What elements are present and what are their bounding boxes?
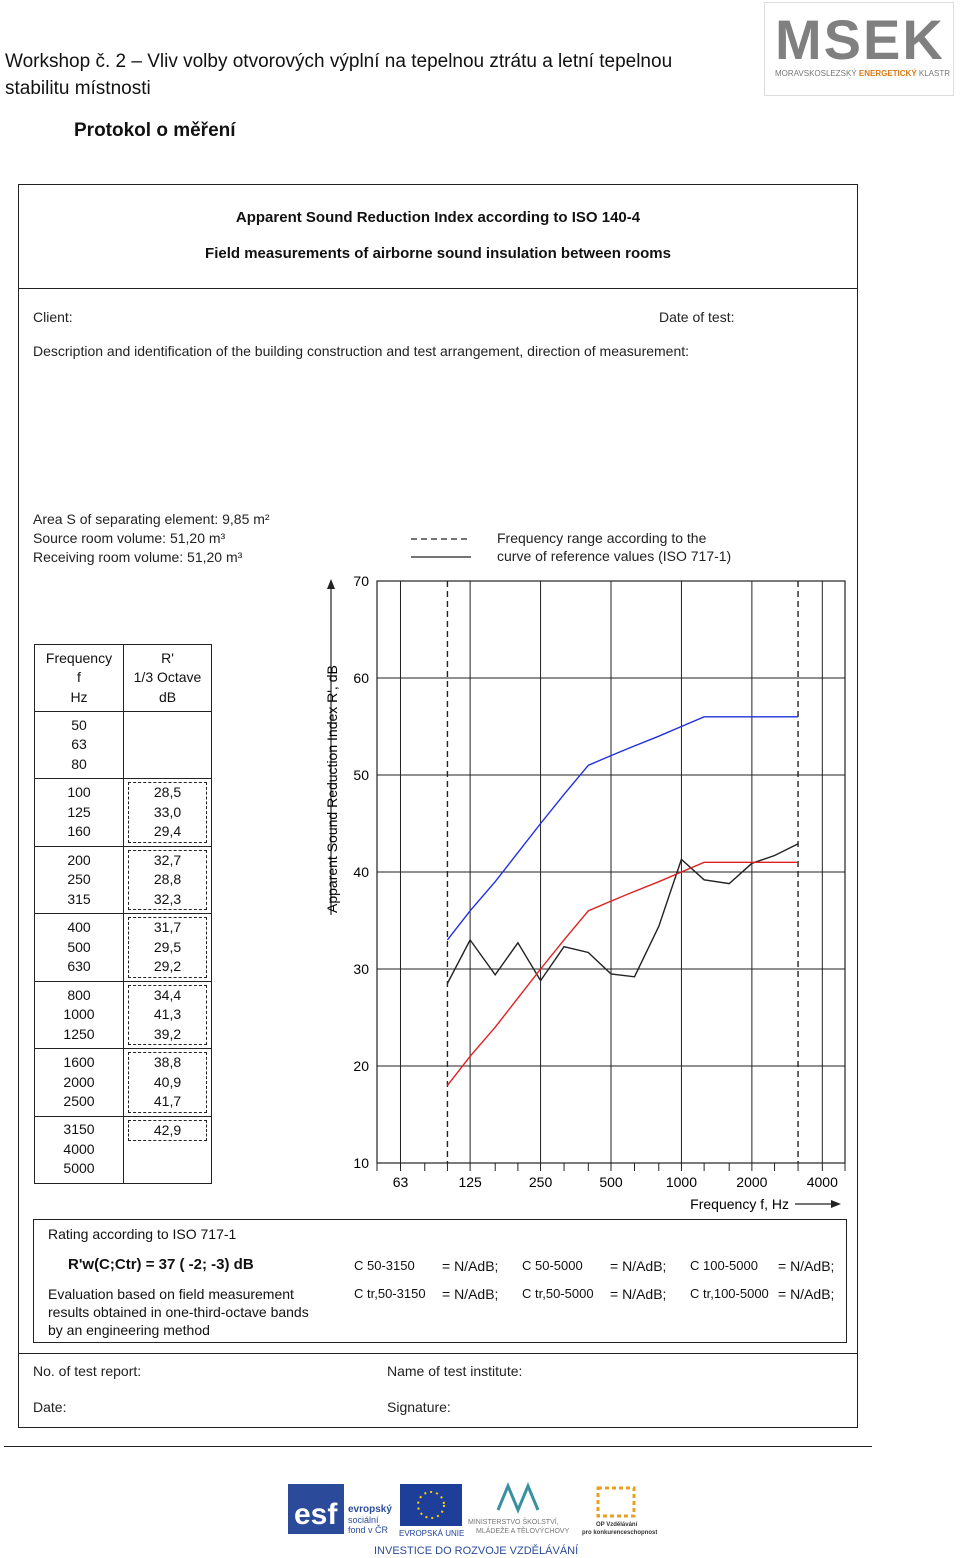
- ctr-50-3150: C tr,50-3150: [354, 1286, 426, 1301]
- eval-line-2: results obtained in one-third-octave bands: [48, 1304, 309, 1320]
- y-tick-label: 30: [353, 961, 369, 977]
- table-row: 50 63 80: [35, 712, 212, 779]
- svg-text:EVROPSKÁ UNIE: EVROPSKÁ UNIE: [399, 1529, 465, 1538]
- table-row: 200 250 315 32,7 28,8 32,3: [35, 846, 212, 914]
- signature-label: Signature:: [387, 1399, 451, 1415]
- y-tick-label: 70: [353, 575, 369, 589]
- op-vk-logo: [582, 1488, 657, 1536]
- ctr-50-5000: C tr,50-5000: [522, 1286, 594, 1301]
- y-tick-label: 60: [353, 670, 369, 686]
- legend-text-1: Frequency range according to the: [497, 530, 707, 546]
- rating-box: [33, 1219, 847, 1343]
- report-title: Apparent Sound Reduction Index according to ISO 140-4: [235, 209, 641, 226]
- series-line-2: [447, 717, 798, 940]
- description-label: Description and identification of the building construction and test arrangement, direction of measurement:: [33, 343, 690, 359]
- report-subtitle: Field measurements of airborne sound insulation between rooms: [205, 245, 671, 262]
- page-subtitle: Protokol o měření: [74, 120, 236, 141]
- eval-line-1: Evaluation based on field measurement: [48, 1286, 294, 1302]
- c-100-5000: C 100-5000: [690, 1258, 758, 1273]
- y-tick-label: 50: [353, 767, 369, 783]
- ctr-50-3150-value: = N/AdB;: [442, 1286, 499, 1302]
- c-50-3150: C 50-3150: [354, 1258, 415, 1273]
- c-50-5000-value: = N/AdB;: [610, 1258, 667, 1274]
- svg-text:sociální: sociální: [348, 1515, 379, 1525]
- y-tick-label: 10: [353, 1155, 369, 1171]
- y-tick-label: 20: [353, 1058, 369, 1074]
- svg-text:evropský: evropský: [348, 1504, 392, 1515]
- sound-reduction-chart: [289, 575, 859, 1225]
- y-tick-label: 40: [353, 864, 369, 880]
- x-axis-arrow-head: [831, 1200, 841, 1208]
- logo-main-text: MSEK: [775, 8, 945, 71]
- x-tick-label: 1000: [665, 1174, 698, 1190]
- svg-text:MLÁDEŽE A TĚLOVÝCHOVY: MLÁDEŽE A TĚLOVÝCHOVY: [476, 1528, 570, 1535]
- series-line-0: [447, 844, 798, 984]
- page-header-title: Workshop č. 2 – Vliv volby otvorových výplní na tepelnou ztrátu a letní tepelnou stabilitu místnosti: [5, 51, 673, 99]
- legend-lines: [409, 533, 479, 563]
- frequency-header: Frequency f Hz: [35, 645, 124, 712]
- esf-logo: [288, 1484, 392, 1535]
- divider: [19, 288, 857, 289]
- x-tick-label: 63: [392, 1174, 409, 1190]
- rating-title: Rating according to ISO 717-1: [48, 1226, 237, 1242]
- date-label: Date:: [33, 1399, 67, 1415]
- svg-text:pro konkurenceschopnost: pro konkurenceschopnost: [582, 1530, 658, 1536]
- eval-line-3: by an engineering method: [48, 1322, 210, 1338]
- c-50-3150-value: = N/AdB;: [442, 1258, 499, 1274]
- logo-sub-text: MORAVSKOSLEZSKÝ ENERGETICKÝ KLASTR: [775, 69, 951, 78]
- eu-flag-logo: [399, 1484, 464, 1538]
- frequency-table: [34, 644, 212, 1184]
- date-of-test-label: Date of test:: [659, 309, 735, 325]
- svg-text:OP Vzdělávání: OP Vzdělávání: [596, 1522, 638, 1528]
- y-axis-arrow-head: [327, 579, 335, 589]
- y-axis-label: Apparent Sound Reduction Index R', dB: [324, 665, 340, 913]
- funding-logos: [286, 1478, 666, 1558]
- svg-text:esf: esf: [294, 1498, 338, 1531]
- investice-slogan: INVESTICE DO ROZVOJE VZDĚLÁVÁNÍ: [374, 1545, 579, 1557]
- r-header: R' 1/3 Octave dB: [124, 645, 212, 712]
- table-row: 400 500 630 31,7 29,5 29,2: [35, 914, 212, 982]
- msek-logo: [764, 2, 954, 96]
- rating-value: R'w(C;Ctr) = 37 ( -2; -3) dB: [68, 1256, 254, 1273]
- ctr-100-5000-value: = N/AdB;: [778, 1286, 835, 1302]
- table-row: 3150 4000 5000 42,9: [35, 1116, 212, 1183]
- footer-divider: [4, 1446, 872, 1447]
- x-tick-label: 2000: [736, 1174, 768, 1190]
- test-institute-label: Name of test institute:: [387, 1363, 523, 1379]
- table-row: 100 125 160 28,5 33,0 29,4: [35, 779, 212, 847]
- test-report-no-label: No. of test report:: [33, 1363, 142, 1379]
- table-row: 800 1000 1250 34,4 41,3 39,2: [35, 981, 212, 1049]
- msmt-logo: [468, 1486, 570, 1535]
- client-label: Client:: [33, 309, 73, 325]
- x-tick-label: 250: [528, 1174, 553, 1190]
- ctr-50-5000-value: = N/AdB;: [610, 1286, 667, 1302]
- x-tick-label: 4000: [806, 1174, 838, 1190]
- series-line-1: [447, 862, 798, 1085]
- report-frame: [18, 184, 858, 1428]
- svg-text:fond v ČR: fond v ČR: [348, 1525, 389, 1535]
- source-volume-label: Source room volume: 51,20 m³: [33, 530, 226, 546]
- legend-text-2: curve of reference values (ISO 717-1): [497, 548, 732, 564]
- svg-text:MINISTERSTVO ŠKOLSTVÍ,: MINISTERSTVO ŠKOLSTVÍ,: [468, 1519, 559, 1526]
- table-header-row: [35, 645, 212, 712]
- x-tick-label: 125: [458, 1174, 482, 1190]
- receiving-volume-label: Receiving room volume: 51,20 m³: [33, 549, 243, 565]
- ctr-100-5000: C tr,100-5000: [690, 1286, 769, 1301]
- area-label: Area S of separating element: 9,85 m²: [33, 511, 270, 527]
- c-100-5000-value: = N/AdB;: [778, 1258, 835, 1274]
- x-axis-label: Frequency f, Hz: [690, 1196, 789, 1212]
- c-50-5000: C 50-5000: [522, 1258, 583, 1273]
- x-tick-label: 500: [599, 1174, 623, 1190]
- divider: [19, 1353, 857, 1354]
- table-row: 1600 2000 2500 38,8 40,9 41,7: [35, 1049, 212, 1117]
